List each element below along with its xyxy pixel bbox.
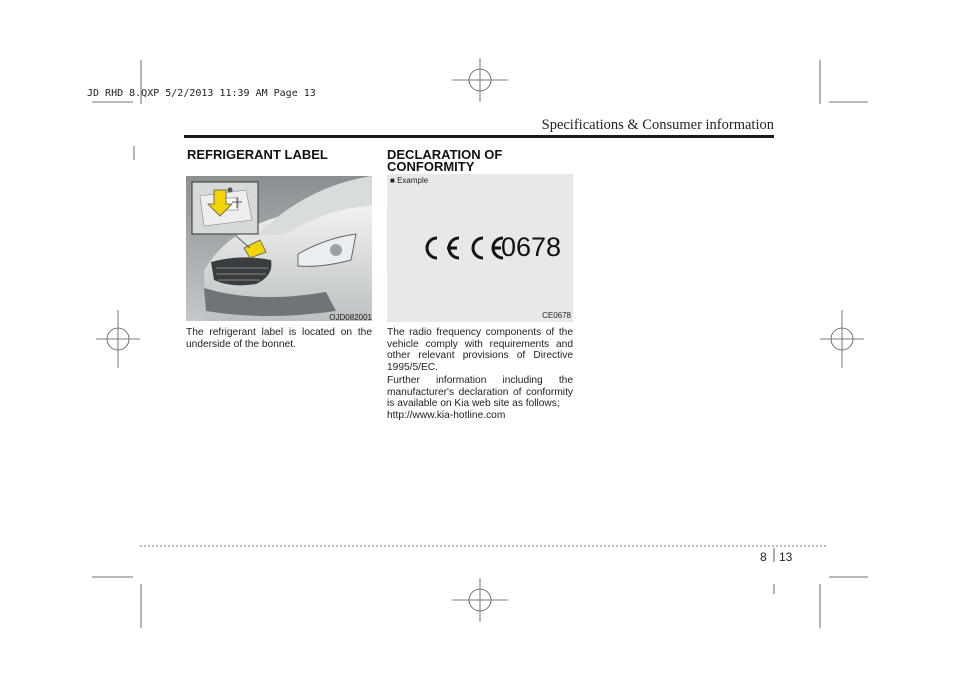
running-header-title: Specifications & Consumer information xyxy=(541,117,774,133)
registration-target-right xyxy=(820,310,864,368)
header-rule xyxy=(184,135,774,138)
declaration-heading-line2: CONFORMITY xyxy=(387,159,475,174)
refrigerant-figure-code: OJD082001 xyxy=(329,313,372,322)
declaration-figure xyxy=(387,174,573,322)
ce-notified-body-number: 0678 xyxy=(501,232,562,262)
page-number: 13 xyxy=(779,550,793,564)
refrigerant-heading: REFRIGERANT LABEL xyxy=(187,147,328,162)
registration-target-top xyxy=(452,58,508,102)
declaration-paragraph-2: Further information including the manufacturer's declaration of conformity is available on Kia web site as follows; xyxy=(387,375,573,410)
kia-website-link[interactable]: http://www.kia-hotline.com xyxy=(387,410,506,421)
chapter-number: 8 xyxy=(760,550,767,564)
declaration-paragraph-1: The radio frequency components of the vehicle comply with requirements and other relevant provisions of Directive 1995/5/EC. xyxy=(387,327,573,373)
refrigerant-text: The refrigerant label is located on the underside of the bonnet. xyxy=(186,327,372,350)
print-slug: JD RHD 8.QXP 5/2/2013 11:39 AM Page 13 xyxy=(87,88,316,99)
refrigerant-figure xyxy=(186,176,372,321)
example-label-text: Example xyxy=(397,176,429,185)
registration-target-bottom xyxy=(452,578,508,622)
car-bonnet-illustration xyxy=(186,176,372,321)
ce-mark-icon xyxy=(417,234,467,262)
square-bullet-icon: ■ xyxy=(390,176,395,185)
declaration-heading-line1: DECLARATION OF xyxy=(387,147,503,162)
registration-target-left xyxy=(96,310,140,368)
declaration-figure-code: CE0678 xyxy=(542,311,571,320)
ce-mark-numbered-icon xyxy=(465,234,505,262)
example-label xyxy=(390,176,428,185)
